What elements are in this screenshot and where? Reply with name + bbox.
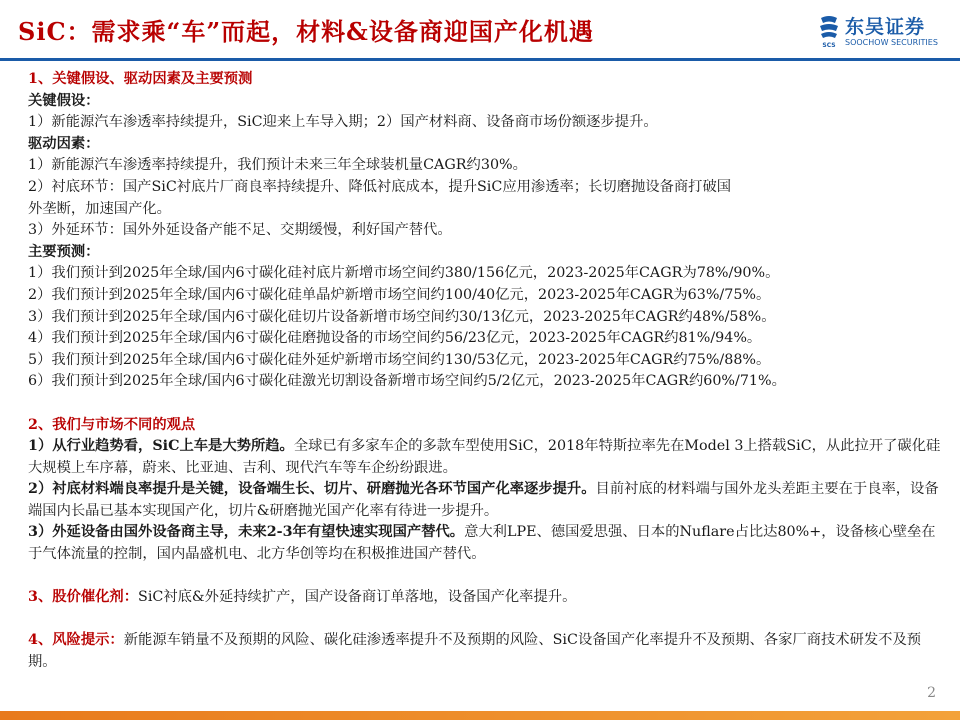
header-divider bbox=[0, 58, 960, 61]
logo-text-cn: 东吴证券 bbox=[845, 16, 926, 38]
driver-line: 3）外延环节：国外外延设备产能不足、交期缓慢，利好国产替代。 bbox=[28, 222, 452, 239]
forecast-line: 2）我们预计到2025年全球/国内6寸碳化硅单晶炉新增市场空间约100/40亿元，2023-2025年CAGR为63%/75%。 bbox=[28, 286, 771, 303]
footer-bar bbox=[0, 711, 960, 720]
logo-text-en: SOOCHOW SECURITIES bbox=[845, 38, 938, 47]
forecast-line: 1）我们预计到2025年全球/国内6寸碳化硅衬底片新增市场空间约380/156亿元，2023-2025年CAGR为78%/90%。 bbox=[28, 265, 780, 282]
driver-line: 1）新能源汽车渗透率持续提升，我们预计未来三年全球装机量CAGR约30%。 bbox=[28, 157, 527, 174]
drivers-heading: 驱动因素： bbox=[28, 135, 100, 152]
slide-header bbox=[0, 0, 960, 60]
section-3-title: 3、股价催化剂： bbox=[28, 589, 139, 606]
section-2-title: 2、我们与市场不同的观点 bbox=[28, 416, 196, 433]
section-1-title: 1、关键假设、驱动因素及主要预测 bbox=[28, 71, 253, 87]
driver-line: 外垄断，加速国产化。 bbox=[28, 200, 171, 217]
forecast-line: 3）我们预计到2025年全球/国内6寸碳化硅切片设备新增市场空间约30/13亿元，2023-2025年CAGR约48%/58%。 bbox=[28, 308, 776, 325]
slide-body bbox=[28, 69, 948, 674]
viewpoint-paragraph: 2）衬底材料端良率提升是关键，设备端生长、切片、研磨抛光各环节国产化率逐步提升。目前衬底的材料端与国外龙头差距主要在于良率，设备端国内长晶已基本实现国产化，切片&研磨抛光国产化率有待进一步提升。 bbox=[28, 481, 939, 519]
logo-mark-icon bbox=[818, 14, 840, 48]
company-logo bbox=[818, 12, 946, 50]
section-4-title: 4、风险提示： bbox=[28, 632, 124, 649]
forecasts-heading: 主要预测： bbox=[28, 243, 100, 260]
forecast-line: 4）我们预计到2025年全球/国内6寸碳化硅磨抛设备的市场空间约56/23亿元，2023-2025年CAGR约81%/94%。 bbox=[28, 330, 762, 347]
assumption-line: 1）新能源汽车渗透率持续提升，SiC迎来上车导入期；2）国产材料商、设备商市场份额逐步提升。 bbox=[28, 114, 658, 131]
viewpoint-paragraph: 1）从行业趋势看，SiC上车是大势所趋。全球已有多家车企的多款车型使用SiC，2018年特斯拉率先在Model 3上搭载SiC，从此拉开了碳化硅大规模上车序幕，蔚来、比亚迪、吉利、现代汽车等车企纷纷跟进。 bbox=[28, 438, 941, 476]
driver-line: 2）衬底环节：国产SiC衬底片厂商良率持续提升、降低衬底成本，提升SiC应用渗透率；长切磨抛设备商打破国 bbox=[28, 178, 732, 195]
assumptions-heading: 关键假设： bbox=[28, 92, 100, 109]
forecast-line: 6）我们预计到2025年全球/国内6寸碳化硅激光切割设备新增市场空间约5/2亿元，2023-2025年CAGR约60%/71%。 bbox=[28, 373, 786, 390]
section-4-paragraph: 4、风险提示：新能源车销量不及预期的风险、碳化硅渗透率提升不及预期的风险、SiC设备国产化率提升不及预期、各家厂商技术研发不及预期。 bbox=[28, 632, 922, 671]
page-number: 2 bbox=[927, 685, 936, 701]
viewpoint-paragraph: 3）外延设备由国外设备商主导，未来2-3年有望快速实现国产替代。意大利LPE、德国爱思强、日本的Nuflare占比达80%+，设备核心壁垒在于气体流量的控制，国内晶盛机电、北方华创等均在积极推进国产替代。 bbox=[28, 524, 936, 563]
slide-title: SiC：需求乘“车”而起，材料&设备商迎国产化机遇 bbox=[18, 17, 594, 46]
forecast-line: 5）我们预计到2025年全球/国内6寸碳化硅外延炉新增市场空间约130/53亿元，2023-2025年CAGR约75%/88%。 bbox=[28, 351, 771, 368]
svg-text:SCS: SCS bbox=[822, 42, 836, 48]
section-3-paragraph: 3、股价催化剂：SiC衬底&外延持续扩产，国产设备商订单落地，设备国产化率提升。 bbox=[28, 589, 577, 606]
